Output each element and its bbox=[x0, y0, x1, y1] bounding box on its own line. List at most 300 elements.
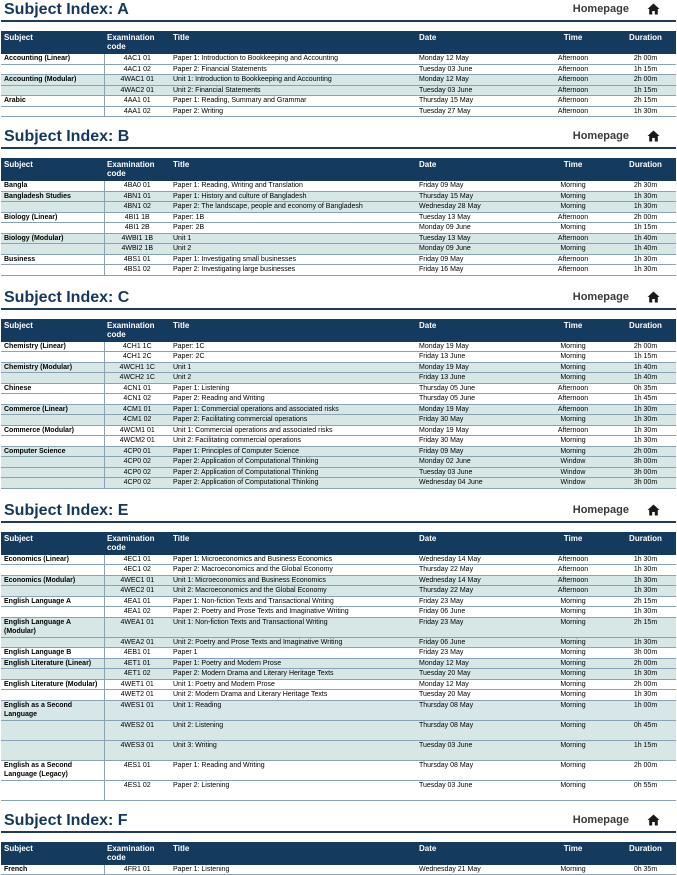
homepage-link-group[interactable] bbox=[573, 130, 660, 142]
cell-title: Paper 2: Modern Drama and Literary Heritage Texts bbox=[170, 669, 416, 680]
table-row bbox=[1, 565, 676, 576]
table-row bbox=[1, 648, 676, 659]
cell-code: 4EA1 02 bbox=[104, 607, 170, 618]
cell-date: Tuesday 03 June bbox=[416, 467, 531, 478]
table-row bbox=[1, 64, 676, 75]
cell-code: 4ET1 02 bbox=[104, 669, 170, 680]
cell-duration: 1h 30m bbox=[615, 555, 676, 565]
table-row bbox=[1, 679, 676, 690]
cell-subject: Arabic bbox=[1, 96, 104, 107]
cell-code: 4AC1 02 bbox=[104, 64, 170, 75]
cell-duration: 2h 15m bbox=[615, 596, 676, 607]
cell-code: 4ES1 01 bbox=[104, 760, 170, 780]
header-code: Examination code bbox=[104, 319, 170, 342]
header-code: Examination code bbox=[104, 158, 170, 181]
header-code: Examination code bbox=[104, 31, 170, 54]
cell-subject: English Literature (Linear) bbox=[1, 658, 104, 669]
cell-code: 4EA1 01 bbox=[104, 596, 170, 607]
cell-date: Friday 30 May bbox=[416, 436, 531, 447]
homepage-link[interactable]: Homepage bbox=[573, 291, 629, 303]
cell-subject bbox=[1, 607, 104, 618]
cell-time: Morning bbox=[531, 690, 615, 701]
table-row bbox=[1, 394, 676, 405]
cell-date: Thursday 15 May bbox=[416, 191, 531, 202]
cell-date: Monday 19 May bbox=[416, 425, 531, 436]
header-subject: Subject bbox=[1, 31, 104, 54]
cell-time: Morning bbox=[531, 700, 615, 720]
table-row bbox=[1, 425, 676, 436]
cell-code: 4WBI1 1B bbox=[104, 233, 170, 244]
exam-table bbox=[1, 319, 676, 489]
cell-subject bbox=[1, 586, 104, 597]
table-row bbox=[1, 202, 676, 213]
table-row bbox=[1, 478, 676, 489]
cell-title: Paper 2: Listening bbox=[170, 780, 416, 800]
cell-subject: English as a Second Language bbox=[1, 700, 104, 720]
cell-date: Friday 13 June bbox=[416, 352, 531, 363]
cell-title: Unit 2 bbox=[170, 373, 416, 384]
cell-title: Unit 1 bbox=[170, 233, 416, 244]
table-row bbox=[1, 191, 676, 202]
header-title: Title bbox=[170, 842, 416, 865]
table-row bbox=[1, 637, 676, 648]
cell-subject bbox=[1, 690, 104, 701]
cell-title: Paper 2: Application of Computational Thinking bbox=[170, 478, 416, 489]
cell-duration: 1h 30m bbox=[615, 415, 676, 426]
table-row bbox=[1, 467, 676, 478]
header-duration: Duration bbox=[615, 31, 676, 54]
cell-subject bbox=[1, 265, 104, 276]
table-row bbox=[1, 181, 676, 191]
cell-code: 4CN1 02 bbox=[104, 394, 170, 405]
cell-title: Unit 2: Modern Drama and Literary Heritage Texts bbox=[170, 690, 416, 701]
table-row bbox=[1, 383, 676, 394]
cell-subject bbox=[1, 373, 104, 384]
cell-subject bbox=[1, 669, 104, 680]
cell-title: Unit 1: Non-fiction Texts and Transactional Writing bbox=[170, 617, 416, 637]
cell-date: Monday 09 June bbox=[416, 223, 531, 234]
table-row bbox=[1, 415, 676, 426]
cell-date: Thursday 22 May bbox=[416, 586, 531, 597]
home-icon[interactable] bbox=[647, 130, 660, 142]
section-header bbox=[1, 127, 676, 149]
cell-time: Afternoon bbox=[531, 575, 615, 586]
cell-code: 4WCM1 01 bbox=[104, 425, 170, 436]
cell-title: Paper 1: Listening bbox=[170, 383, 416, 394]
section-header bbox=[1, 811, 676, 833]
header-duration: Duration bbox=[615, 532, 676, 555]
cell-time: Afternoon bbox=[531, 75, 615, 86]
cell-date: Monday 19 May bbox=[416, 362, 531, 373]
cell-code: 4ET1 01 bbox=[104, 658, 170, 669]
table-row bbox=[1, 740, 676, 760]
table-row bbox=[1, 96, 676, 107]
cell-title: Unit 2: Poetry and Prose Texts and Imaginative Writing bbox=[170, 637, 416, 648]
cell-code: 4CH1 2C bbox=[104, 352, 170, 363]
table-header-row bbox=[1, 319, 676, 342]
cell-time: Window bbox=[531, 478, 615, 489]
cell-code: 4WAC2 01 bbox=[104, 85, 170, 96]
cell-subject bbox=[1, 106, 104, 117]
cell-duration: 1h 30m bbox=[615, 106, 676, 117]
cell-subject bbox=[1, 565, 104, 576]
cell-time: Morning bbox=[531, 780, 615, 800]
table-row bbox=[1, 690, 676, 701]
cell-date: Tuesday 03 June bbox=[416, 64, 531, 75]
cell-subject: Accounting (Modular) bbox=[1, 75, 104, 86]
cell-duration: 1h 30m bbox=[615, 669, 676, 680]
cell-code: 4CP0 02 bbox=[104, 467, 170, 478]
cell-title: Paper 2: The landscape, people and economy of Bangladesh bbox=[170, 202, 416, 213]
header-subject: Subject bbox=[1, 319, 104, 342]
subject-index-section bbox=[0, 288, 677, 489]
table-row bbox=[1, 586, 676, 597]
cell-time: Afternoon bbox=[531, 106, 615, 117]
cell-subject: Business bbox=[1, 254, 104, 265]
cell-subject bbox=[1, 720, 104, 740]
home-icon[interactable] bbox=[647, 291, 660, 303]
homepage-link[interactable]: Homepage bbox=[573, 814, 629, 826]
cell-date: Monday 12 May bbox=[416, 75, 531, 86]
cell-time: Afternoon bbox=[531, 212, 615, 223]
cell-code: 4CM1 01 bbox=[104, 404, 170, 415]
cell-time: Morning bbox=[531, 191, 615, 202]
section-header bbox=[1, 0, 676, 22]
header-date: Date bbox=[416, 532, 531, 555]
cell-time: Afternoon bbox=[531, 254, 615, 265]
cell-subject: Chemistry (Modular) bbox=[1, 362, 104, 373]
cell-time: Morning bbox=[531, 607, 615, 618]
table-row bbox=[1, 265, 676, 276]
cell-time: Afternoon bbox=[531, 54, 615, 64]
cell-subject: Accounting (Linear) bbox=[1, 54, 104, 64]
homepage-link[interactable]: Homepage bbox=[573, 504, 629, 516]
cell-date: Tuesday 03 June bbox=[416, 85, 531, 96]
cell-title: Paper 1 bbox=[170, 648, 416, 659]
cell-time: Afternoon bbox=[531, 394, 615, 405]
cell-duration: 2h 30m bbox=[615, 181, 676, 191]
header-date: Date bbox=[416, 31, 531, 54]
cell-code: 4BS1 01 bbox=[104, 254, 170, 265]
cell-subject: English Language A bbox=[1, 596, 104, 607]
table-row bbox=[1, 254, 676, 265]
cell-title: Paper 2: Poetry and Prose Texts and Imaginative Writing bbox=[170, 607, 416, 618]
cell-subject: Chemistry (Linear) bbox=[1, 342, 104, 352]
cell-title: Paper 1: Commercial operations and associated risks bbox=[170, 404, 416, 415]
cell-time: Morning bbox=[531, 202, 615, 213]
exam-table bbox=[1, 842, 676, 875]
cell-code: 4EC1 02 bbox=[104, 565, 170, 576]
cell-duration: 1h 40m bbox=[615, 362, 676, 373]
table-row bbox=[1, 352, 676, 363]
cell-duration: 3h 00m bbox=[615, 457, 676, 468]
cell-subject: Chinese bbox=[1, 383, 104, 394]
header-title: Title bbox=[170, 532, 416, 555]
cell-code: 4ES1 02 bbox=[104, 780, 170, 800]
cell-time: Morning bbox=[531, 760, 615, 780]
cell-duration: 0h 45m bbox=[615, 720, 676, 740]
cell-title: Paper 1: Reading, Writing and Translation bbox=[170, 181, 416, 191]
cell-duration: 1h 15m bbox=[615, 64, 676, 75]
cell-title: Paper 1: Investigating small businesses bbox=[170, 254, 416, 265]
cell-title: Unit 2: Facilitating commercial operations bbox=[170, 436, 416, 447]
cell-date: Thursday 15 May bbox=[416, 96, 531, 107]
homepage-link-group[interactable] bbox=[573, 814, 660, 826]
cell-time: Afternoon bbox=[531, 383, 615, 394]
section-header bbox=[1, 501, 676, 523]
cell-subject: Bangladesh Studies bbox=[1, 191, 104, 202]
cell-subject: English Language A (Modular) bbox=[1, 617, 104, 637]
cell-date: Friday 16 May bbox=[416, 265, 531, 276]
cell-duration: 1h 30m bbox=[615, 254, 676, 265]
cell-title: Paper: 2C bbox=[170, 352, 416, 363]
cell-date: Friday 23 May bbox=[416, 648, 531, 659]
cell-subject bbox=[1, 394, 104, 405]
homepage-link-group[interactable] bbox=[573, 3, 660, 15]
cell-code: 4WAC1 01 bbox=[104, 75, 170, 86]
cell-subject bbox=[1, 352, 104, 363]
section-title: Subject Index: B bbox=[4, 127, 129, 147]
table-header-row bbox=[1, 532, 676, 555]
cell-duration: 0h 35m bbox=[615, 383, 676, 394]
cell-code: 4CP0 02 bbox=[104, 478, 170, 489]
cell-code: 4WCM2 01 bbox=[104, 436, 170, 447]
homepage-link[interactable]: Homepage bbox=[573, 130, 629, 142]
table-row bbox=[1, 607, 676, 618]
cell-title: Unit 2: Financial Statements bbox=[170, 85, 416, 96]
cell-title: Paper 2: Investigating large businesses bbox=[170, 265, 416, 276]
homepage-link-group[interactable] bbox=[573, 504, 660, 516]
header-title: Title bbox=[170, 31, 416, 54]
cell-date: Thursday 08 May bbox=[416, 700, 531, 720]
cell-duration: 1h 45m bbox=[615, 394, 676, 405]
cell-time: Afternoon bbox=[531, 64, 615, 75]
header-time: Time bbox=[531, 532, 615, 555]
cell-code: 4WET1 01 bbox=[104, 679, 170, 690]
header-time: Time bbox=[531, 319, 615, 342]
table-row bbox=[1, 233, 676, 244]
cell-duration: 2h 00m bbox=[615, 342, 676, 352]
cell-date: Tuesday 27 May bbox=[416, 106, 531, 117]
cell-code: 4WCH2 1C bbox=[104, 373, 170, 384]
table-row bbox=[1, 54, 676, 64]
cell-date: Monday 09 June bbox=[416, 244, 531, 255]
cell-time: Morning bbox=[531, 223, 615, 234]
table-header-row bbox=[1, 158, 676, 181]
cell-duration: 3h 00m bbox=[615, 648, 676, 659]
exam-table bbox=[1, 158, 676, 276]
cell-code: 4WEC2 01 bbox=[104, 586, 170, 597]
cell-title: Unit 1 bbox=[170, 362, 416, 373]
cell-title: Unit 1: Reading bbox=[170, 700, 416, 720]
header-code: Examination code bbox=[104, 842, 170, 865]
cell-subject bbox=[1, 64, 104, 75]
cell-date: Monday 19 May bbox=[416, 404, 531, 415]
cell-subject bbox=[1, 780, 104, 800]
cell-date: Tuesday 03 June bbox=[416, 780, 531, 800]
table-header-row bbox=[1, 31, 676, 54]
cell-duration: 1h 30m bbox=[615, 586, 676, 597]
home-icon[interactable] bbox=[647, 504, 660, 516]
cell-date: Thursday 05 June bbox=[416, 394, 531, 405]
cell-time: Morning bbox=[531, 596, 615, 607]
cell-date: Monday 12 May bbox=[416, 679, 531, 690]
table-row bbox=[1, 700, 676, 720]
cell-duration: 2h 00m bbox=[615, 760, 676, 780]
cell-subject: Commerce (Modular) bbox=[1, 425, 104, 436]
cell-duration: 1h 30m bbox=[615, 202, 676, 213]
cell-code: 4WES1 01 bbox=[104, 700, 170, 720]
cell-time: Afternoon bbox=[531, 586, 615, 597]
cell-title: Unit 2 bbox=[170, 244, 416, 255]
cell-duration: 1h 30m bbox=[615, 425, 676, 436]
cell-duration: 1h 30m bbox=[615, 191, 676, 202]
cell-date: Friday 09 May bbox=[416, 254, 531, 265]
cell-code: 4WEA1 01 bbox=[104, 617, 170, 637]
cell-time: Morning bbox=[531, 648, 615, 659]
cell-title: Unit 2: Macroeconomics and the Global Economy bbox=[170, 586, 416, 597]
section-title: Subject Index: F bbox=[4, 811, 128, 831]
cell-code: 4BA0 01 bbox=[104, 181, 170, 191]
cell-duration: 1h 30m bbox=[615, 565, 676, 576]
homepage-link[interactable]: Homepage bbox=[573, 3, 629, 15]
cell-date: Tuesday 13 May bbox=[416, 212, 531, 223]
cell-date: Friday 23 May bbox=[416, 596, 531, 607]
cell-subject: Bangla bbox=[1, 181, 104, 191]
cell-date: Thursday 08 May bbox=[416, 760, 531, 780]
cell-time: Afternoon bbox=[531, 404, 615, 415]
cell-time: Morning bbox=[531, 617, 615, 637]
header-duration: Duration bbox=[615, 319, 676, 342]
home-icon[interactable] bbox=[647, 3, 660, 15]
cell-duration: 2h 00m bbox=[615, 679, 676, 690]
cell-code: 4CH1 1C bbox=[104, 342, 170, 352]
cell-title: Paper 1: Poetry and Modern Prose bbox=[170, 658, 416, 669]
cell-subject bbox=[1, 740, 104, 760]
cell-title: Paper 2: Macroeconomics and the Global Economy bbox=[170, 565, 416, 576]
header-title: Title bbox=[170, 158, 416, 181]
cell-duration: 0h 55m bbox=[615, 780, 676, 800]
cell-time: Morning bbox=[531, 362, 615, 373]
table-row bbox=[1, 457, 676, 468]
cell-date: Thursday 22 May bbox=[416, 565, 531, 576]
cell-date: Thursday 05 June bbox=[416, 383, 531, 394]
cell-time: Afternoon bbox=[531, 96, 615, 107]
cell-date: Wednesday 21 May bbox=[416, 865, 531, 875]
cell-duration: 2h 00m bbox=[615, 446, 676, 457]
cell-code: 4WET2 01 bbox=[104, 690, 170, 701]
table-row bbox=[1, 223, 676, 234]
cell-subject: Biology (Modular) bbox=[1, 233, 104, 244]
cell-duration: 2h 00m bbox=[615, 54, 676, 64]
cell-code: 4WES2 01 bbox=[104, 720, 170, 740]
cell-time: Morning bbox=[531, 637, 615, 648]
cell-time: Morning bbox=[531, 373, 615, 384]
cell-time: Morning bbox=[531, 446, 615, 457]
cell-time: Morning bbox=[531, 679, 615, 690]
cell-code: 4BN1 02 bbox=[104, 202, 170, 213]
cell-date: Friday 23 May bbox=[416, 617, 531, 637]
cell-title: Unit 1: Microeconomics and Business Economics bbox=[170, 575, 416, 586]
cell-duration: 1h 00m bbox=[615, 700, 676, 720]
cell-duration: 1h 30m bbox=[615, 265, 676, 276]
cell-subject bbox=[1, 244, 104, 255]
cell-title: Paper 1: History and culture of Bangladesh bbox=[170, 191, 416, 202]
cell-code: 4AA1 02 bbox=[104, 106, 170, 117]
cell-code: 4BI1 1B bbox=[104, 212, 170, 223]
cell-code: 4CP0 02 bbox=[104, 457, 170, 468]
cell-date: Friday 09 May bbox=[416, 446, 531, 457]
header-title: Title bbox=[170, 319, 416, 342]
cell-duration: 0h 35m bbox=[615, 865, 676, 875]
cell-code: 4WBI2 1B bbox=[104, 244, 170, 255]
cell-code: 4FR1 01 bbox=[104, 865, 170, 875]
cell-time: Window bbox=[531, 467, 615, 478]
table-row bbox=[1, 617, 676, 637]
subject-index-section bbox=[0, 0, 677, 117]
table-row bbox=[1, 865, 676, 875]
cell-duration: 3h 00m bbox=[615, 478, 676, 489]
cell-duration: 1h 30m bbox=[615, 575, 676, 586]
cell-duration: 2h 00m bbox=[615, 212, 676, 223]
table-row bbox=[1, 342, 676, 352]
cell-code: 4AA1 01 bbox=[104, 96, 170, 107]
cell-date: Monday 02 June bbox=[416, 457, 531, 468]
cell-title: Unit 1: Poetry and Modern Prose bbox=[170, 679, 416, 690]
cell-code: 4BS1 02 bbox=[104, 265, 170, 276]
subject-index-section bbox=[0, 501, 677, 801]
cell-code: 4WEC1 01 bbox=[104, 575, 170, 586]
cell-date: Wednesday 14 May bbox=[416, 575, 531, 586]
home-icon[interactable] bbox=[647, 814, 660, 826]
cell-subject bbox=[1, 415, 104, 426]
table-row bbox=[1, 106, 676, 117]
cell-duration: 2h 00m bbox=[615, 75, 676, 86]
cell-date: Monday 12 May bbox=[416, 658, 531, 669]
cell-time: Morning bbox=[531, 865, 615, 875]
homepage-link-group[interactable] bbox=[573, 291, 660, 303]
exam-table bbox=[1, 31, 676, 117]
cell-duration: 1h 15m bbox=[615, 740, 676, 760]
cell-date: Thursday 08 May bbox=[416, 720, 531, 740]
header-code: Examination code bbox=[104, 532, 170, 555]
header-date: Date bbox=[416, 842, 531, 865]
cell-subject: English as a Second Language (Legacy) bbox=[1, 760, 104, 780]
subject-index-section bbox=[0, 811, 677, 875]
table-row bbox=[1, 575, 676, 586]
header-subject: Subject bbox=[1, 532, 104, 555]
cell-duration: 1h 40m bbox=[615, 233, 676, 244]
cell-title: Paper 2: Reading and Writing bbox=[170, 394, 416, 405]
cell-title: Paper: 2B bbox=[170, 223, 416, 234]
cell-duration: 1h 30m bbox=[615, 690, 676, 701]
cell-date: Wednesday 28 May bbox=[416, 202, 531, 213]
cell-time: Morning bbox=[531, 740, 615, 760]
cell-subject: English Literature (Modular) bbox=[1, 679, 104, 690]
cell-time: Afternoon bbox=[531, 233, 615, 244]
table-row bbox=[1, 436, 676, 447]
cell-time: Morning bbox=[531, 352, 615, 363]
cell-date: Tuesday 03 June bbox=[416, 740, 531, 760]
section-title: Subject Index: A bbox=[4, 0, 129, 20]
cell-duration: 3h 00m bbox=[615, 467, 676, 478]
cell-code: 4AC1 01 bbox=[104, 54, 170, 64]
table-row bbox=[1, 362, 676, 373]
cell-duration: 1h 30m bbox=[615, 404, 676, 415]
header-subject: Subject bbox=[1, 842, 104, 865]
table-row bbox=[1, 75, 676, 86]
cell-title: Paper 1: Reading, Summary and Grammar bbox=[170, 96, 416, 107]
